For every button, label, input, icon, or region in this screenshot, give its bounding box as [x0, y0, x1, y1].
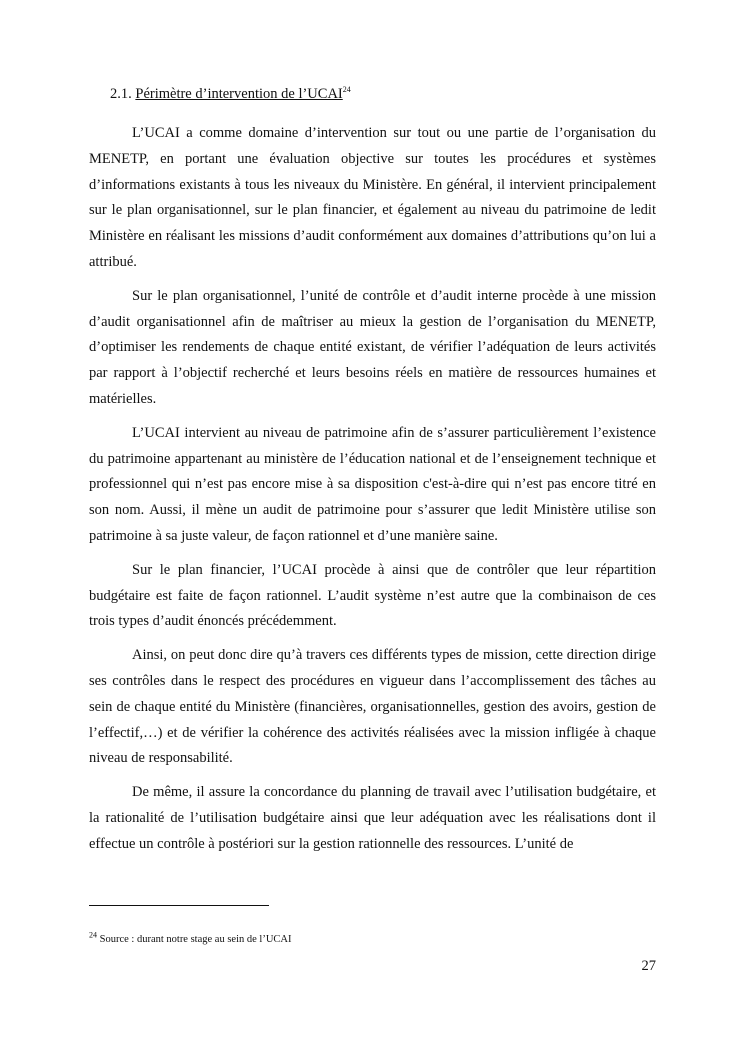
section-heading	[110, 84, 351, 104]
body-text	[89, 121, 656, 866]
footnote-reference[interactable]: 24	[342, 85, 351, 95]
paragraph: De même, il assure la concordance du planning de travail avec l’utilisation budgétaire, et la rationalité de l’utilisation budgétaire ainsi que leur adéquation avec les réalisations dont il effectue un contrôle à postériori sur la gestion rationnelle des ressources. L’unité de	[89, 784, 656, 852]
paragraph: Sur le plan financier, l’UCAI procède à ainsi que de contrôler que leur répartition budgétaire est faite de façon rationnel. L’audit système n’est autre que la combinaison de ces trois types d’audit énoncés précédemment.	[89, 561, 656, 630]
page-number: 27	[641, 958, 656, 974]
paragraph: L’UCAI a comme domaine d’intervention sur tout ou une partie de l’organisation du MENETP, en portant une évaluation objective sur toutes les procédures et systèmes d’informations existants à tous les niveaux du Ministère. En général, il intervient principalement sur le plan organisationnel, sur le plan financier, et également au niveau du patrimoine de ledit Ministère en réalisant les missions d’audit conformément aux domaines d’attributions qu’on lui a attribué.	[89, 125, 656, 270]
paragraph: Sur le plan organisationnel, l’unité de contrôle et d’audit interne procède à une mission d’audit organisationnel afin de maîtriser au mieux la gestion de l’organisation du MENETP, d’optimiser les rendements de chaque entité existant, de vérifier l’adéquation de leurs activités par rapport à l’objectif recherché et leurs besoins réels en matière de ressources humaines et matérielles.	[89, 287, 656, 407]
footnote-text: Source : durant notre stage au sein de l’UCAI	[99, 934, 292, 945]
paragraph: Ainsi, on peut donc dire qu’à travers ces différents types de mission, cette direction dirige ses contrôles dans le respect des procédures en vigueur dans l’accomplissement des tâches au sein de chaque entité du Ministère (financières, organisationnelles, gestion des avoirs, gestion de l’effectif,…) et de vérifier la cohérence des activités réalisées avec la mission infligée à chaque niveau de responsabilité.	[89, 647, 656, 767]
paragraph: L’UCAI intervient au niveau de patrimoine afin de s’assurer particulièrement l’existence du patrimoine appartenant au ministère de l’éducation national et de l’enseignement technique et professionnel qui n’est pas encore mise à sa disposition c'est-à-dire qui n’est pas encore titré en son nom. Aussi, il mène un audit de patrimoine pour s’assurer que ledit Ministère utilise son patrimoine à sa juste valeur, de façon rationnel et d’une manière saine.	[89, 424, 656, 544]
footnote-number: 24	[89, 930, 97, 940]
footnote-separator	[89, 905, 269, 906]
section-number: 2.1.	[110, 86, 132, 102]
footnote	[89, 930, 292, 947]
section-title: Périmètre d’intervention de l’UCAI	[135, 86, 343, 102]
